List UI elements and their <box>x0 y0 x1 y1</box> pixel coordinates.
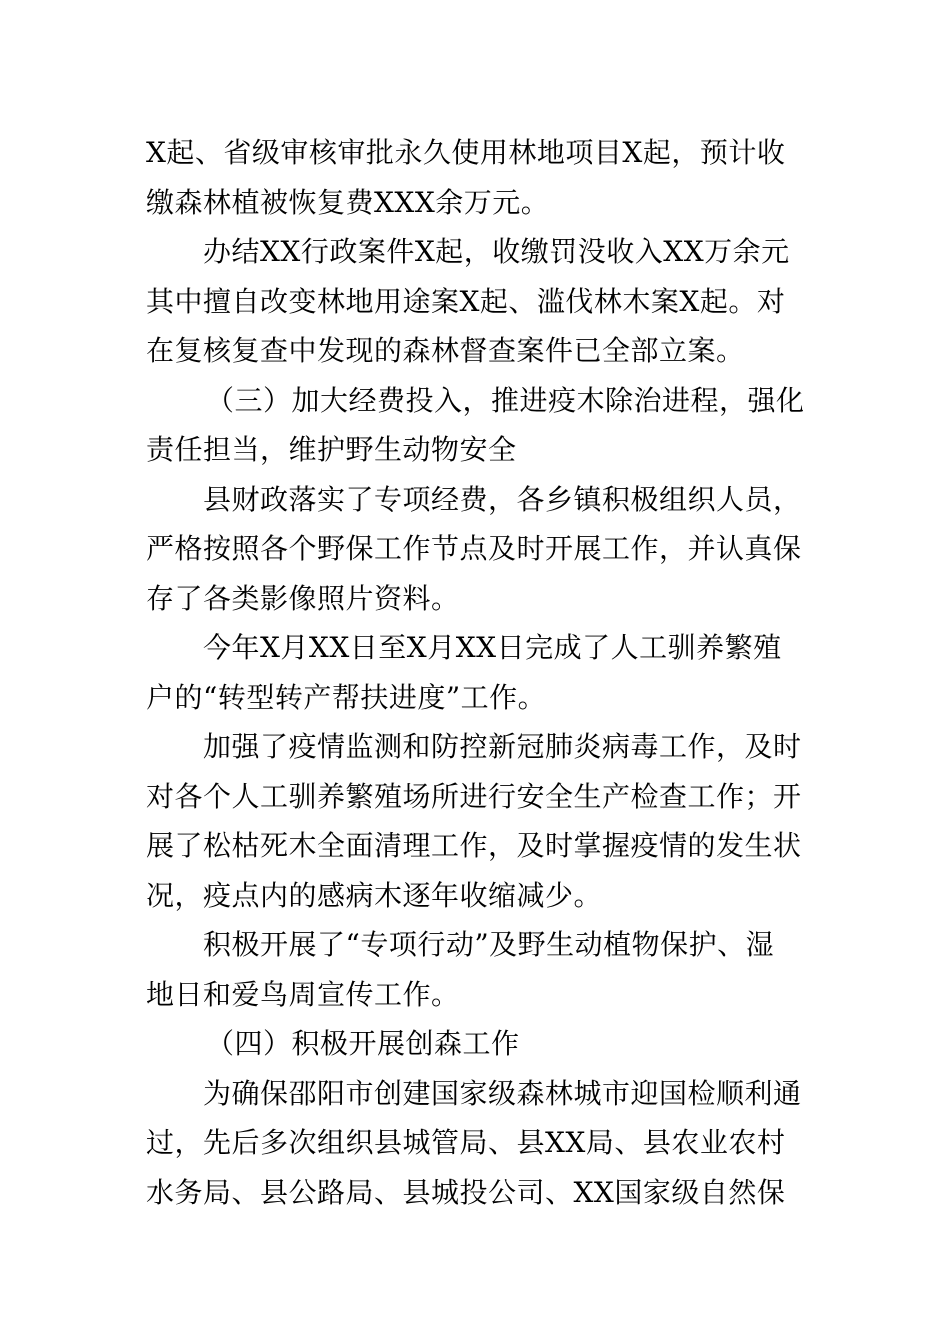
text-line: 其中擅自改变林地用途案X起、滥伐林木案X起。对 <box>146 284 786 318</box>
section-heading-3-cont: 责任担当，维护野生动物安全 <box>146 433 517 466</box>
text-line: 缴森林植被恢复费XXX余万元。 <box>146 185 550 219</box>
text-line: 存了各类影像照片资料。 <box>146 581 460 615</box>
section-heading-3: （三）加大经费投入，推进疫木除治进程，强化 <box>206 383 805 417</box>
text-line: 况，疫点内的感病木逐年收缩减少。 <box>146 878 603 912</box>
text-line: 在复核复查中发现的森林督查案件已全部立案。 <box>146 334 745 367</box>
paragraph-start: 积极开展了“专项行动”及野生动植物保护、湿 <box>203 928 775 961</box>
text-line: 水务局、县公路局、县城投公司、XX国家级自然保 <box>146 1175 786 1209</box>
paragraph-start: 为确保邵阳市创建国家级森林城市迎国检顺利通 <box>203 1076 802 1110</box>
text-line: 展了松枯死木全面清理工作，及时掌握疫情的发生状 <box>146 829 802 862</box>
paragraph-start: 今年X月XX日至X月XX日完成了人工驯养繁殖 <box>203 631 782 664</box>
text-line: X起、省级审核审批永久使用林地项目X起，预计收 <box>146 136 786 169</box>
section-heading-4: （四）积极开展创森工作 <box>206 1027 520 1060</box>
paragraph-start: 加强了疫情监测和防控新冠肺炎病毒工作，及时 <box>203 730 802 763</box>
text-line: 地日和爱鸟周宣传工作。 <box>146 977 460 1011</box>
paragraph-start: 办结XX行政案件X起，收缴罚没收入XX万余元 <box>203 235 790 268</box>
document-body <box>146 128 810 1217</box>
text-line: 过，先后多次组织县城管局、县XX局、县农业农村 <box>146 1126 786 1159</box>
text-line: 对各个人工驯养繁殖场所进行安全生产检查工作；开 <box>146 779 802 813</box>
paragraph-start: 县财政落实了专项经费，各乡镇积极组织人员， <box>203 482 802 516</box>
text-line: 户的“转型转产帮扶进度”工作。 <box>146 680 547 714</box>
text-line: 严格按照各个野保工作节点及时开展工作，并认真保 <box>146 532 802 565</box>
